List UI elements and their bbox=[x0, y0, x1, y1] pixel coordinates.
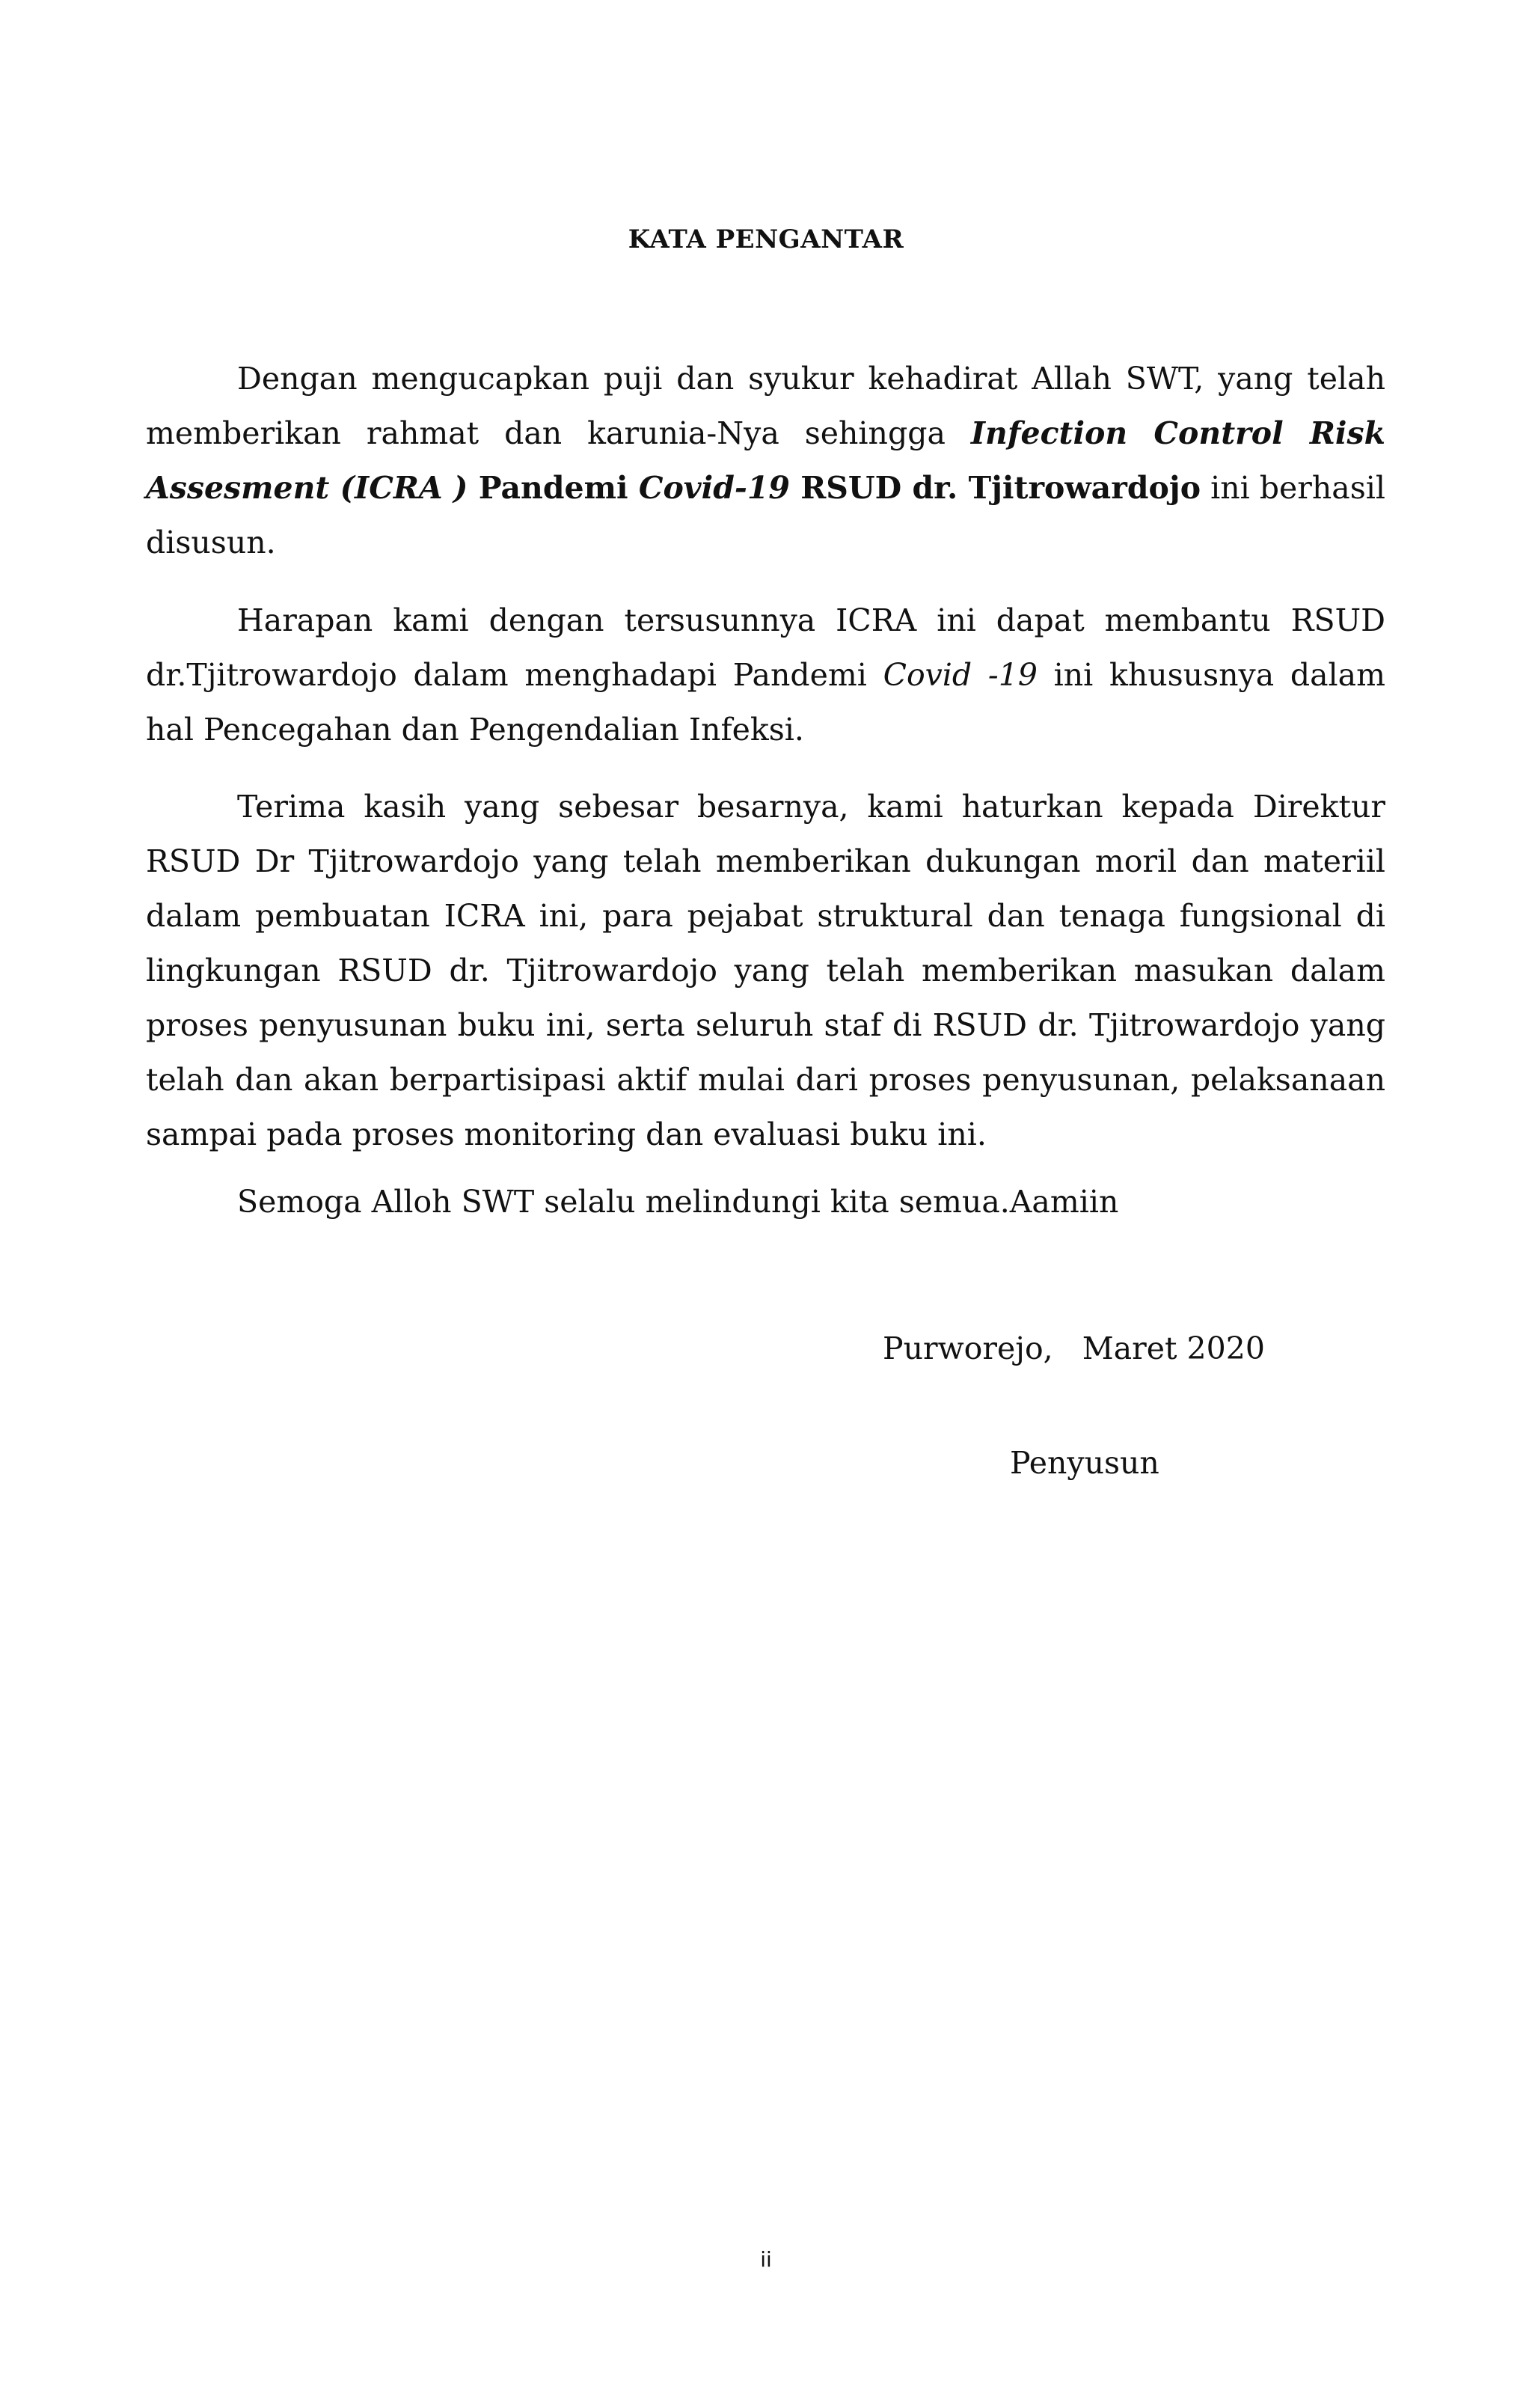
author-label: Penyusun bbox=[1010, 1445, 1159, 1481]
paragraph-4-text: Semoga Alloh SWT selalu melindungi kita semua.Aamiin bbox=[237, 1184, 1119, 1220]
p1-pandemi: Pandemi bbox=[468, 470, 639, 506]
paragraph-3 bbox=[146, 780, 1385, 1188]
place-date: Purworejo, Maret 2020 bbox=[883, 1330, 1265, 1366]
p1-icra-title: Infection Control Risk Assesment (ICRA ) bbox=[146, 415, 1386, 506]
paragraph-4 bbox=[146, 1175, 1385, 1255]
p1-covid: Covid-19 bbox=[638, 470, 790, 506]
p1-text-a: Dengan mengucapkan puji dan syukur kehadirat Allah SWT, yang telah memberikan rahmat dan karunia-Nya sehingga bbox=[146, 361, 1385, 451]
p1-text-b: ini berhasil disusun. bbox=[146, 470, 1385, 560]
p2-text-b: ini khususnya dalam hal Pencegahan dan Pengendalian Infeksi. bbox=[146, 657, 1385, 748]
paragraph-2 bbox=[146, 593, 1385, 783]
page-title: KATA PENGANTAR bbox=[628, 224, 904, 254]
page-number: ii bbox=[760, 2247, 772, 2272]
paragraph-1-text bbox=[146, 352, 1385, 570]
paragraph-1 bbox=[146, 352, 1385, 596]
p1-hospital: RSUD dr. Tjitrowardojo bbox=[789, 470, 1201, 506]
p2-covid: Covid -19 bbox=[883, 657, 1038, 693]
paragraph-3-text: Terima kasih yang sebesar besarnya, kami haturkan kepada Direktur RSUD Dr Tjitrowardojo yang telah memberikan dukungan moril dan materiil dalam pembuatan ICRA ini, para pejabat struktural dan tenaga fungsional di lingkungan RSUD dr. Tjitrowardojo yang telah memberikan masukan dalam proses penyusunan buku ini, serta seluruh staf di RSUD dr. Tjitrowardojo yang telah dan akan berpartisipasi aktif mulai dari proses penyusunan, pelaksanaan sampai pada proses monitoring dan evaluasi buku ini. bbox=[146, 789, 1385, 1152]
p2-text-a: Harapan kami dengan tersusunnya ICRA ini dapat membantu RSUD dr.Tjitrowardojo dalam menghadapi Pandemi bbox=[146, 602, 1385, 693]
paragraph-2-text bbox=[146, 593, 1385, 757]
